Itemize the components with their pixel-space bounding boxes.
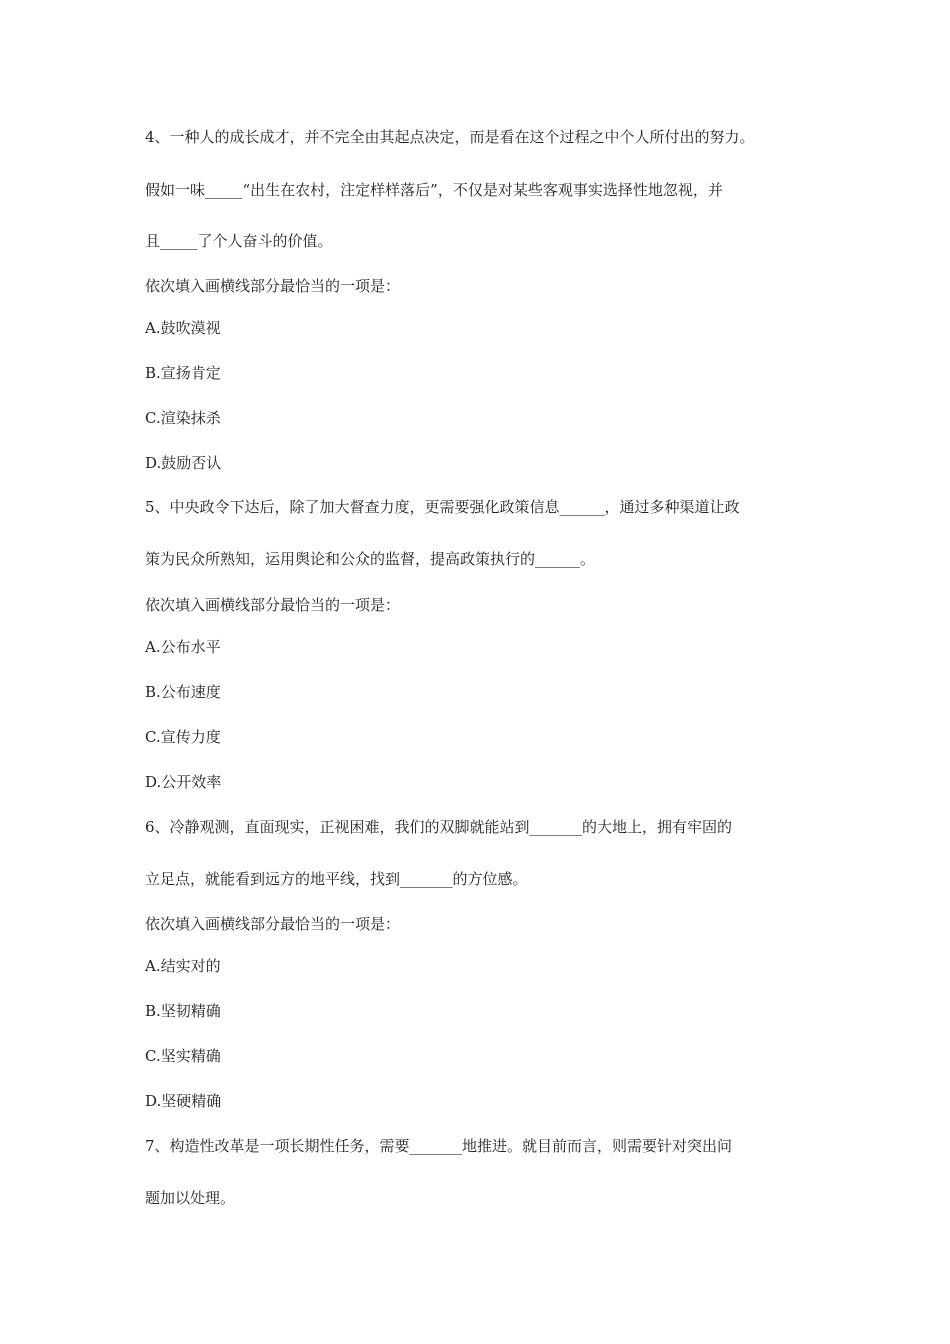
- question-6-option-a: A.结实对的: [145, 957, 221, 975]
- question-6-stem-line-2: 立足点，就能看到远方的地平线，找到_______的方位感。: [145, 870, 528, 888]
- question-4-option-d: D.鼓励否认: [145, 454, 222, 472]
- question-4-stem-line-3: 且_____了个人奋斗的价值。: [145, 232, 333, 250]
- question-5-stem-line-2: 策为民众所熟知，运用舆论和公众的监督，提高政策执行的______。: [145, 550, 596, 568]
- question-5-stem-line-1: 5、中央政令下达后，除了加大督查力度，更需要强化政策信息______，通过多种渠道让政: [145, 498, 740, 516]
- question-5-prompt: 依次填入画横线部分最恰当的一项是：: [145, 596, 401, 614]
- question-4-stem-line-2: 假如一味_____“出生在农村，注定样样落后”，不仅是对某些客观事实选择性地忽视，并: [145, 181, 723, 199]
- question-7-stem-line-1: 7、构造性改革是一项长期性任务，需要_______地推进。就目前而言，则需要针对突出问: [145, 1137, 733, 1155]
- question-5-option-c: C.宣传力度: [145, 728, 221, 746]
- question-4-stem-line-1: 4、一种人的成长成才，并不完全由其起点决定，而是看在这个过程之中个人所付出的努力。: [145, 128, 755, 146]
- question-6-prompt: 依次填入画横线部分最恰当的一项是：: [145, 915, 401, 933]
- question-4-option-c: C.渲染抹杀: [145, 409, 221, 427]
- question-4-option-a: A.鼓吹漠视: [145, 319, 221, 337]
- question-4-option-b: B.宣扬肯定: [145, 364, 221, 382]
- question-6-option-c: C.坚实精确: [145, 1047, 221, 1065]
- question-5-option-b: B.公布速度: [145, 683, 221, 701]
- question-6-option-d: D.坚硬精确: [145, 1092, 222, 1110]
- question-6-option-b: B.坚韧精确: [145, 1002, 221, 1020]
- question-6-stem-line-1: 6、冷静观测，直面现实，正视困难，我们的双脚就能站到_______的大地上，拥有牢固的: [145, 818, 733, 836]
- question-7-stem-line-2: 题加以处理。: [145, 1189, 236, 1207]
- question-4-prompt: 依次填入画横线部分最恰当的一项是：: [145, 277, 401, 295]
- question-5-option-a: A.公布水平: [145, 638, 221, 656]
- question-5-option-d: D.公开效率: [145, 773, 222, 791]
